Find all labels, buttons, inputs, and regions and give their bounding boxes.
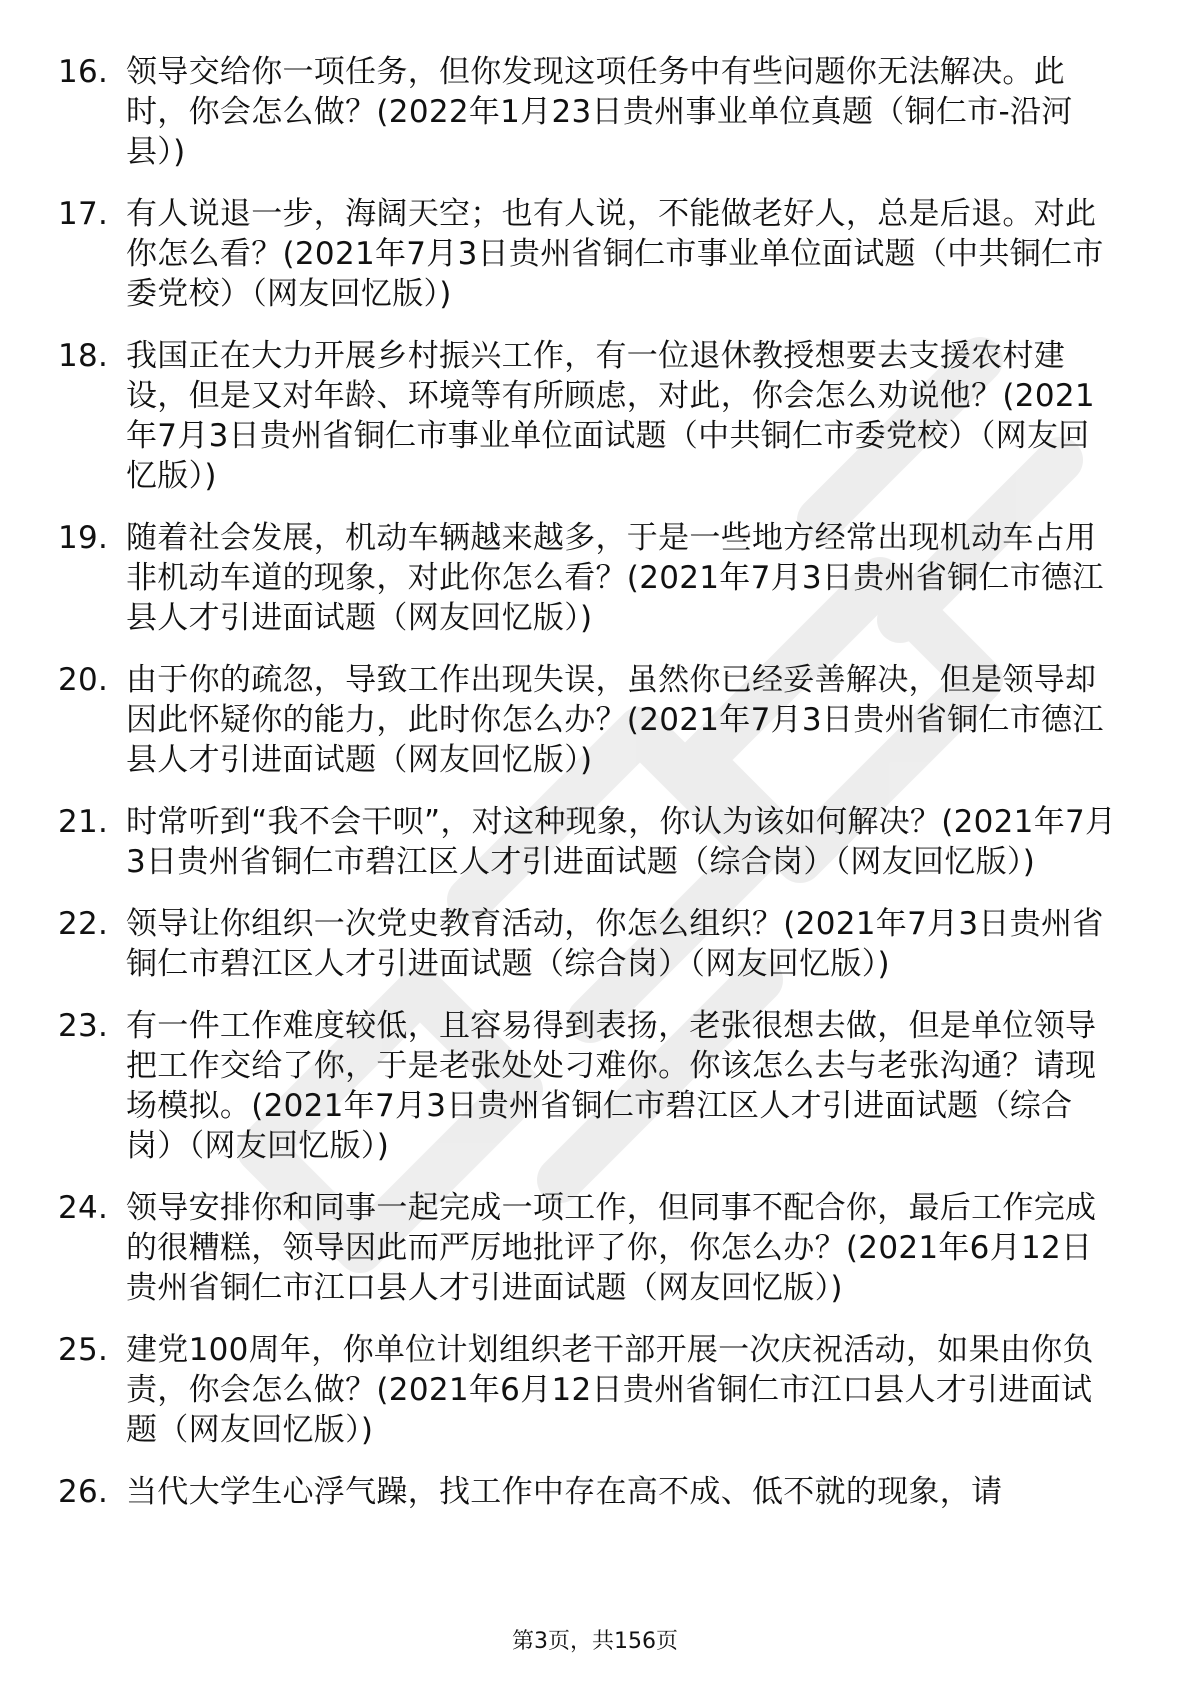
question-text: 领导让你组织一次党史教育活动，你怎么组织？(2021年7月3日贵州省铜仁市碧江区人才引进面试题（综合岗）（网友回忆版）) bbox=[126, 906, 1104, 982]
question-text: 我国正在大力开展乡村振兴工作，有一位退休教授想要去支援农村建设，但是又对年龄、环境等有所顾虑，对此，你会怎么劝说他？(2021年7月3日贵州省铜仁市事业单位面试题（中共铜仁市委党校）（网友回忆版）) bbox=[126, 338, 1095, 494]
question-list bbox=[58, 52, 1118, 1534]
question-number: 18. bbox=[58, 338, 109, 374]
question-item bbox=[58, 336, 1118, 496]
question-item bbox=[58, 1006, 1118, 1166]
question-number: 19. bbox=[58, 520, 109, 556]
question-text: 随着社会发展，机动车辆越来越多，于是一些地方经常出现机动车占用非机动车道的现象，对此你怎么看？(2021年7月3日贵州省铜仁市德江县人才引进面试题（网友回忆版）) bbox=[126, 520, 1104, 636]
question-item bbox=[58, 1330, 1118, 1450]
question-text: 建党100周年，你单位计划组织老干部开展一次庆祝活动，如果由你负责，你会怎么做？(2021年6月12日贵州省铜仁市江口县人才引进面试题（网友回忆版）) bbox=[126, 1332, 1094, 1448]
page-footer bbox=[0, 1624, 1190, 1655]
question-text: 领导交给你一项任务，但你发现这项任务中有些问题你无法解决。此时，你会怎么做？(2022年1月23日贵州事业单位真题（铜仁市-沿河县）) bbox=[126, 54, 1073, 170]
question-text: 时常听到“我不会干呗”，对这种现象，你认为该如何解决？(2021年7月3日贵州省铜仁市碧江区人才引进面试题（综合岗）（网友回忆版）) bbox=[126, 804, 1117, 880]
question-item bbox=[58, 1472, 1118, 1512]
question-item bbox=[58, 52, 1118, 172]
question-number: 26. bbox=[58, 1474, 109, 1510]
question-text: 由于你的疏忽，导致工作出现失误，虽然你已经妥善解决，但是领导却因此怀疑你的能力，此时你怎么办？(2021年7月3日贵州省铜仁市德江县人才引进面试题（网友回忆版）) bbox=[126, 662, 1104, 778]
question-text: 当代大学生心浮气躁，找工作中存在高不成、低不就的现象，请 bbox=[126, 1474, 1003, 1510]
question-item bbox=[58, 194, 1118, 314]
question-item bbox=[58, 518, 1118, 638]
question-text: 有人说退一步，海阔天空；也有人说，不能做老好人，总是后退。对此你怎么看？(2021年7月3日贵州省铜仁市事业单位面试题（中共铜仁市委党校）（网友回忆版）) bbox=[126, 196, 1104, 312]
question-text: 领导安排你和同事一起完成一项工作，但同事不配合你，最后工作完成的很糟糕，领导因此而严厉地批评了你，你怎么办？(2021年6月12日贵州省铜仁市江口县人才引进面试题（网友回忆版）) bbox=[126, 1190, 1097, 1306]
page-number-label: 第3页，共156页 bbox=[512, 1629, 678, 1654]
question-number: 25. bbox=[58, 1332, 109, 1368]
question-number: 21. bbox=[58, 804, 109, 840]
question-number: 22. bbox=[58, 906, 109, 942]
question-item bbox=[58, 904, 1118, 984]
question-number: 20. bbox=[58, 662, 109, 698]
question-item bbox=[58, 1188, 1118, 1308]
question-item bbox=[58, 802, 1118, 882]
question-number: 17. bbox=[58, 196, 109, 232]
question-text: 有一件工作难度较低，且容易得到表扬，老张很想去做，但是单位领导把工作交给了你，于是老张处处刁难你。你该怎么去与老张沟通？请现场模拟。(2021年7月3日贵州省铜仁市碧江区人才引进面试题（综合岗）（网友回忆版）) bbox=[126, 1008, 1097, 1164]
question-number: 23. bbox=[58, 1008, 109, 1044]
question-item bbox=[58, 660, 1118, 780]
question-number: 24. bbox=[58, 1190, 109, 1226]
question-number: 16. bbox=[58, 54, 109, 90]
